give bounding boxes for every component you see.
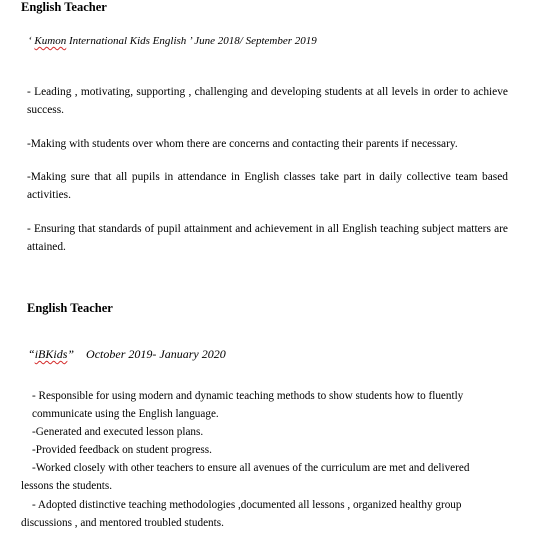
- duty-paragraph: -Making with students over whom there are concerns and contacting their parents if necessary.: [27, 138, 458, 150]
- employment-dates: June 2018/ September 2019: [191, 35, 317, 47]
- duty-line: discussions , and mentored troubled students.: [21, 517, 224, 529]
- duty-paragraph: - Leading , motivating, supporting , challenging and developing students at all levels in order to achieve success.: [27, 86, 508, 116]
- duty-line: -Generated and executed lesson plans.: [32, 426, 204, 438]
- duty-line: -Worked closely with other teachers to ensure all avenues of the curriculum are met and delivered: [32, 462, 470, 474]
- job-title: English Teacher: [27, 301, 113, 315]
- duty-line: communicate using the English language.: [32, 408, 219, 420]
- employer-name: iBKids: [34, 347, 68, 361]
- duty-line: - Responsible for using modern and dynamic teaching methods to show students how to fluently: [32, 390, 464, 402]
- job-title: English Teacher: [21, 0, 107, 14]
- employment-dates: October 2019- January 2020: [86, 347, 226, 361]
- duty-line: -Provided feedback on student progress.: [32, 444, 212, 456]
- job-employer-line: ‘ Kumon International Kids English ’ June 2018/ September 2019: [28, 35, 317, 47]
- duty-line: - Adopted distinctive teaching methodologies ,documented all lessons , organized healthy group: [32, 499, 462, 511]
- job-employer-line: “iBKids” October 2019- January 2020: [28, 347, 226, 361]
- employer-name-rest: International Kids English: [66, 35, 187, 47]
- duty-paragraph: -Making sure that all pupils in attendance in English classes take part in daily collective team based activities.: [27, 171, 508, 201]
- employer-name: Kumon: [34, 35, 67, 47]
- duty-line: lessons the students.: [21, 480, 113, 492]
- duty-paragraph: - Ensuring that standards of pupil attainment and achievement in all English teaching subject matters are attained.: [27, 223, 508, 253]
